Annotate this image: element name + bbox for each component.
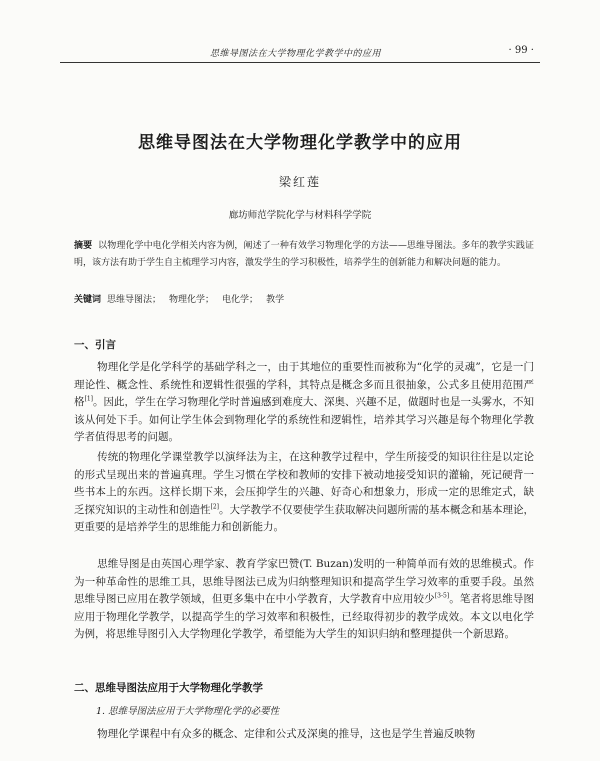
abstract-label: 摘要: [74, 241, 93, 251]
body-paragraph: [74, 556, 534, 644]
citation: [2]: [210, 503, 219, 511]
running-title: 思维导图法在大学物理化学教学中的应用: [210, 49, 382, 59]
affiliation: 廊坊师范学院化学与材料科学学院: [228, 210, 372, 221]
body-paragraph: [74, 359, 534, 447]
citation: [3-5]: [434, 592, 450, 600]
body-paragraph: [74, 449, 534, 537]
paragraph-text: 。大学教学不仅要使学生获取解决问题所需的基本概念和基本理论，更重要的是培养学生的思维能力和创新能力。: [74, 503, 534, 534]
paragraph-text: 物理化学是化学科学的基础学科之一，由于其地位的重要性而被称为“化学的灵魂”，它是一门理论性、概念性、系统性和逻辑性很强的学科，其特点是概念多而且很抽象，公式多且使用范围严格: [74, 361, 534, 409]
abstract: [74, 238, 534, 272]
paragraph-text: 。笔者将思维导图应用于物理化学教学，以提高学生的学习效率和积极性，已经取得初步的教学成效。本文以电化学为例，将思维导图引入大学物理化学教学，希望能为大学生的知识归纳和整理提供一个新思路。: [74, 593, 535, 641]
article-title: 思维导图法在大学物理化学教学中的应用: [138, 133, 462, 153]
keyword: 电化学；: [222, 295, 259, 305]
author-name: 梁红莲: [278, 175, 321, 189]
keywords: [74, 292, 534, 305]
body-paragraph: [74, 726, 534, 744]
paragraph-text: 物理化学课程中有众多的概念、定律和公式及深奥的推导，这也是学生普遍反映物: [97, 728, 476, 740]
paragraph-text: 思维导图是由英国心理学家、教育学家巴赞(T. Buzan)发明的一种简单而有效的思维模式。作为一种革命性的思维工具，思维导图法已成为归纳整理知识和提高学生学习效率的重要手段。虽然思维导图已应用在教学领域，但更多集中在中小学教育，大学教育中应用较少: [74, 558, 534, 606]
keyword: 物理化学；: [169, 295, 215, 305]
keywords-label: 关键词: [74, 295, 102, 305]
keyword: 思维导图法；: [107, 295, 162, 305]
paragraph-text: 传统的物理化学课堂教学以演绎法为主，在这种教学过程中，学生所接受的知识往往是以定论的形式呈现出来的普遍真理。学生习惯在学校和教师的安排下被动地接受知识的灌输，死记硬背一些书本上的东西。这样长期下来，会压抑学生的兴趣、好奇心和想象力，形成一定的思维定式，缺乏探究知识的主动性和创造性: [74, 451, 534, 516]
subsection-heading: 1. 思维导图法应用于大学物理化学的必要性: [96, 706, 280, 717]
citation: [1]: [84, 395, 93, 403]
abstract-text: 以物理化学中电化学相关内容为例，阐述了一种有效学习物理化学的方法——思维导图法。多年的教学实践证明，该方法有助于学生自主梳理学习内容，激发学生的学习积极性，培养学生的创新能力和解决问题的能力。: [74, 241, 534, 268]
page-number: · 99 ·: [508, 45, 534, 56]
paragraph-text: 。因此，学生在学习物理化学时普遍感到难度大、深奥、兴趣不足，做题时也是一头雾水，不知该从何处下手。如何让学生体会到物理化学的系统性和逻辑性，培养其学习兴趣是每个物理化学教学者值得思考的问题。: [74, 396, 534, 444]
section-heading-application: 二、思维导图法应用于大学物理化学教学: [74, 682, 263, 694]
running-header: [60, 40, 540, 63]
section-heading-introduction: 一、引言: [74, 339, 116, 351]
keyword: 教学: [266, 295, 285, 305]
